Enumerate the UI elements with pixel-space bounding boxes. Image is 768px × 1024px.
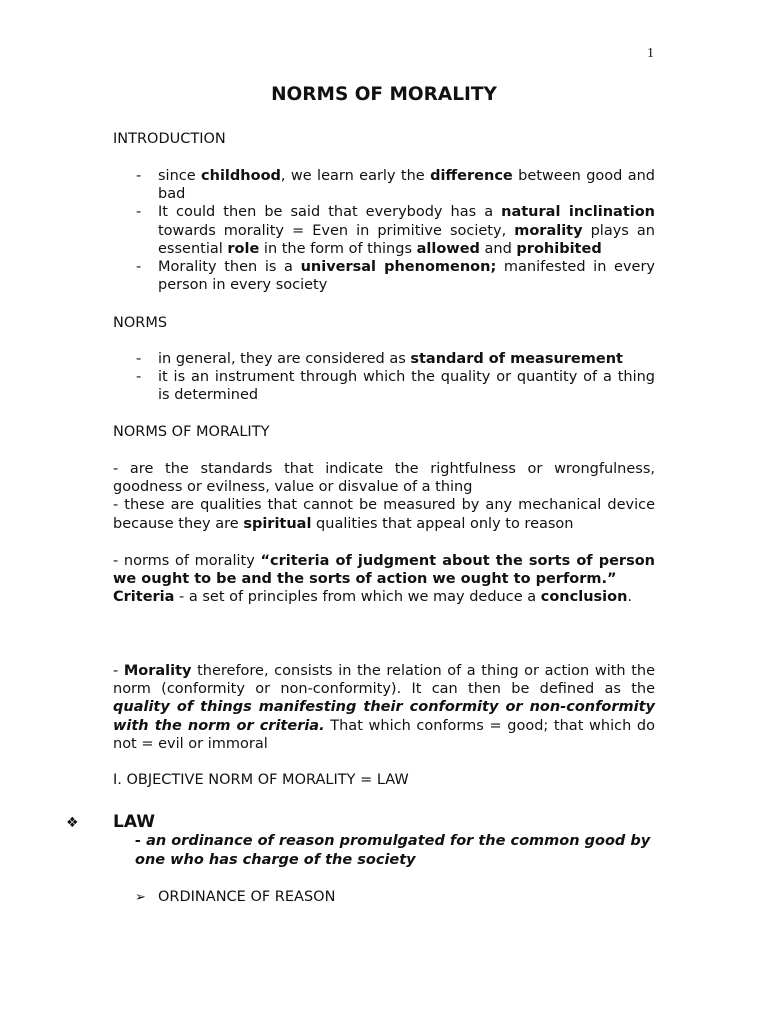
- criteria-definition: Criteria - a set of principles from which we may deduce a conclusion.: [113, 589, 633, 606]
- document-title: NORMS OF MORALITY: [271, 84, 497, 105]
- introduction-bullet: - since childhood, we learn early the difference between good and bad: [136, 168, 655, 203]
- arrow-bullet-icon: ➢: [135, 890, 146, 905]
- dash-bullet-marker: -: [136, 204, 142, 221]
- norms-definition-paragraph: [113, 460, 655, 533]
- norms-heading: NORMS: [113, 315, 168, 331]
- norms-definition-line: - are the standards that indicate the rightfulness or wrongfulness, goodness or evilness, value or disvalue of a thing: [113, 461, 655, 496]
- norms-bullet: - it is an instrument through which the quality or quantity of a thing is determined: [136, 369, 655, 404]
- law-heading: ❖ LAW: [66, 812, 155, 832]
- page-number: 1: [647, 46, 654, 61]
- dash-bullet-marker: -: [136, 369, 142, 386]
- norms-list: [113, 350, 655, 405]
- dash-bullet-marker: -: [136, 259, 142, 276]
- criteria-paragraph: [113, 552, 655, 607]
- introduction-bullet: - Morality then is a universal phenomenon; manifested in every person in every society: [136, 259, 655, 294]
- morality-definition-paragraph: - Morality therefore, consists in the relation of a thing or action with the norm (conformity or non-conformity). It can then be defined as the quality of things manifesting their conformity or non-conformity with the norm or criteria. That which conforms = good; that which do not = evil or immoral: [113, 663, 655, 752]
- introduction-heading: INTRODUCTION: [113, 131, 226, 147]
- introduction-bullet: - It could then be said that everybody has a natural inclination towards morality = Even in primitive society, morality plays an essential role in the form of things allowed and prohibited: [136, 204, 656, 257]
- dash-bullet-marker: -: [136, 168, 142, 184]
- norms-of-morality-heading: NORMS OF MORALITY: [113, 424, 270, 440]
- norms-bullet: - in general, they are considered as standard of measurement: [136, 351, 623, 367]
- dash-bullet-marker: -: [136, 351, 142, 367]
- norms-spiritual-line: - these are qualities that cannot be measured by any mechanical device because they are spiritual qualities that appeal only to reason: [113, 497, 655, 532]
- law-definition: - an ordinance of reason promulgated for the common good by one who has charge of the society: [135, 833, 651, 868]
- objective-norm-heading: I. OBJECTIVE NORM OF MORALITY = LAW: [113, 772, 409, 788]
- introduction-list: [113, 167, 655, 294]
- diamond-bullet-icon: ❖: [66, 815, 79, 831]
- ordinance-of-reason-item: ➢ ORDINANCE OF REASON: [135, 889, 336, 905]
- criteria-quote: - norms of morality “criteria of judgment about the sorts of person we ought to be and the sorts of action we ought to perform.”: [113, 553, 655, 588]
